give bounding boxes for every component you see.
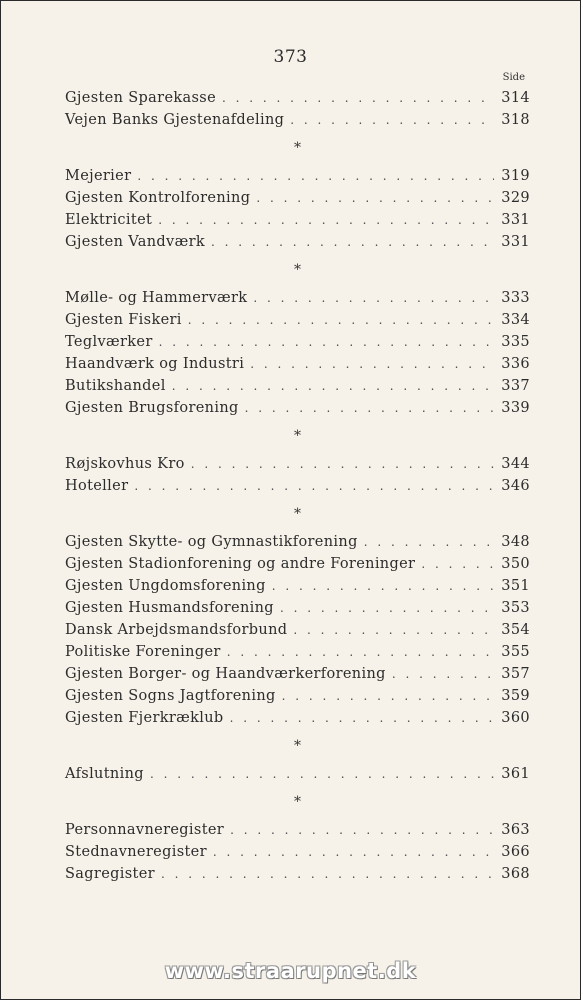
toc-entry-title: Gjesten Vandværk — [65, 234, 206, 250]
dot-leader — [134, 475, 494, 497]
toc-entry — [65, 553, 530, 575]
toc-entry — [65, 109, 530, 131]
dot-leader — [253, 287, 494, 309]
dot-leader — [211, 231, 494, 253]
toc-entry-title: Gjesten Borger- og Haandværkerforening — [65, 666, 386, 682]
dot-leader — [421, 553, 494, 575]
section-separator: * — [294, 506, 301, 522]
section-separator: * — [294, 262, 301, 278]
toc-entry-page: 354 — [501, 622, 530, 638]
toc-entry — [65, 685, 530, 707]
toc-entry-title: Gjesten Brugsforening — [65, 400, 239, 416]
toc-entry — [65, 597, 530, 619]
dot-leader — [293, 619, 494, 641]
toc-entry — [65, 763, 530, 785]
toc-entry-title: Gjesten Fiskeri — [65, 312, 182, 328]
dot-leader — [250, 353, 494, 375]
toc-entry-title: Afslutning — [65, 766, 144, 782]
toc-entry — [65, 475, 530, 497]
toc-entry-page: 353 — [501, 600, 530, 616]
toc-entry — [65, 819, 530, 841]
toc-entry-title: Gjesten Sparekasse — [65, 90, 217, 106]
toc-entry-title: Gjesten Skytte- og Gymnastikforening — [65, 534, 358, 550]
toc-entry-page: 335 — [501, 334, 530, 350]
dot-leader — [230, 707, 494, 729]
toc-entry-page: 348 — [501, 534, 530, 550]
toc-entry — [65, 287, 530, 309]
toc-entry-page: 314 — [501, 90, 530, 106]
toc-entry-title: Elektricitet — [65, 212, 153, 228]
toc-entry-page: 339 — [501, 400, 530, 416]
toc-entry-title: Teglværker — [65, 334, 153, 350]
toc-entry-page: 346 — [501, 478, 530, 494]
toc-entry-page: 337 — [501, 378, 530, 394]
toc-entry-title: Haandværk og Industri — [65, 356, 245, 372]
toc-entry-title: Dansk Arbejdsmandsforbund — [65, 622, 288, 638]
section-separator: * — [294, 428, 301, 444]
toc-entry — [65, 187, 530, 209]
toc-entry-title: Hoteller — [65, 478, 129, 494]
dot-leader — [364, 531, 494, 553]
toc-entry-page: 360 — [501, 710, 530, 726]
toc-entry-page: 318 — [501, 112, 530, 128]
toc-entry-page: 329 — [501, 190, 530, 206]
toc-entry-page: 350 — [501, 556, 530, 572]
toc-entry-title: Gjesten Sogns Jagtforening — [65, 688, 276, 704]
watermark: www.straarupnet.dk — [164, 959, 417, 983]
toc-entry-title: Gjesten Ungdomsforening — [65, 578, 266, 594]
toc-entry-page: 331 — [501, 234, 530, 250]
toc-entry — [65, 165, 530, 187]
toc-entry — [65, 841, 530, 863]
toc-entry-page: 366 — [501, 844, 530, 860]
toc-entry — [65, 531, 530, 553]
dot-leader — [222, 87, 494, 109]
toc-entry-page: 331 — [501, 212, 530, 228]
toc-entry-page: 319 — [501, 168, 530, 184]
toc-entry — [65, 619, 530, 641]
toc-entry-page: 351 — [501, 578, 530, 594]
toc-entry-page: 359 — [501, 688, 530, 704]
toc-entry-page: 333 — [501, 290, 530, 306]
toc-entry — [65, 231, 530, 253]
dot-leader — [137, 165, 494, 187]
toc-entry — [65, 375, 530, 397]
toc-entry — [65, 87, 530, 109]
section-separator: * — [294, 738, 301, 754]
dot-leader — [172, 375, 494, 397]
toc-entry-title: Mølle- og Hammerværk — [65, 290, 248, 306]
toc-entry-page: 357 — [501, 666, 530, 682]
toc-entry — [65, 663, 530, 685]
toc-entry — [65, 331, 530, 353]
dot-leader — [158, 209, 494, 231]
toc-entry — [65, 707, 530, 729]
toc-entry-page: 344 — [501, 456, 530, 472]
dot-leader — [245, 397, 494, 419]
toc-entry — [65, 209, 530, 231]
dot-leader — [159, 331, 494, 353]
toc-entry-page: 336 — [501, 356, 530, 372]
dot-leader — [150, 763, 494, 785]
toc-entry-title: Butikshandel — [65, 378, 166, 394]
toc-entry-title: Gjesten Kontrolforening — [65, 190, 251, 206]
toc-entry-title: Gjesten Fjerkræklub — [65, 710, 224, 726]
dot-leader — [272, 575, 494, 597]
dot-leader — [191, 453, 494, 475]
table-of-contents — [65, 87, 530, 885]
toc-entry-title: Gjesten Husmandsforening — [65, 600, 274, 616]
toc-entry-page: 363 — [501, 822, 530, 838]
dot-leader — [213, 841, 494, 863]
dot-leader — [392, 663, 494, 685]
section-separator: * — [294, 794, 301, 810]
toc-entry — [65, 353, 530, 375]
toc-entry-title: Sagregister — [65, 866, 155, 882]
toc-entry-title: Røjskovhus Kro — [65, 456, 185, 472]
dot-leader — [161, 863, 494, 885]
toc-entry-page: 368 — [501, 866, 530, 882]
toc-entry — [65, 453, 530, 475]
toc-entry — [65, 397, 530, 419]
toc-entry-page: 361 — [501, 766, 530, 782]
page-number: 373 — [273, 47, 308, 67]
toc-entry-title: Stednavneregister — [65, 844, 207, 860]
toc-entry-page: 334 — [501, 312, 530, 328]
page-column-header: Side — [502, 72, 525, 83]
toc-entry-title: Personnavneregister — [65, 822, 225, 838]
dot-leader — [227, 641, 494, 663]
dot-leader — [280, 597, 494, 619]
toc-entry-title: Vejen Banks Gjestenafdeling — [65, 112, 285, 128]
dot-leader — [290, 109, 494, 131]
dot-leader — [230, 819, 494, 841]
dot-leader — [256, 187, 494, 209]
toc-entry-title: Gjesten Stadionforening og andre Foreninger — [65, 556, 416, 572]
toc-entry — [65, 309, 530, 331]
toc-entry-title: Politiske Foreninger — [65, 644, 221, 660]
toc-entry-title: Mejerier — [65, 168, 132, 184]
dot-leader — [188, 309, 494, 331]
toc-entry — [65, 575, 530, 597]
section-separator: * — [294, 140, 301, 156]
toc-entry — [65, 641, 530, 663]
dot-leader — [282, 685, 494, 707]
toc-entry — [65, 863, 530, 885]
toc-entry-page: 355 — [501, 644, 530, 660]
